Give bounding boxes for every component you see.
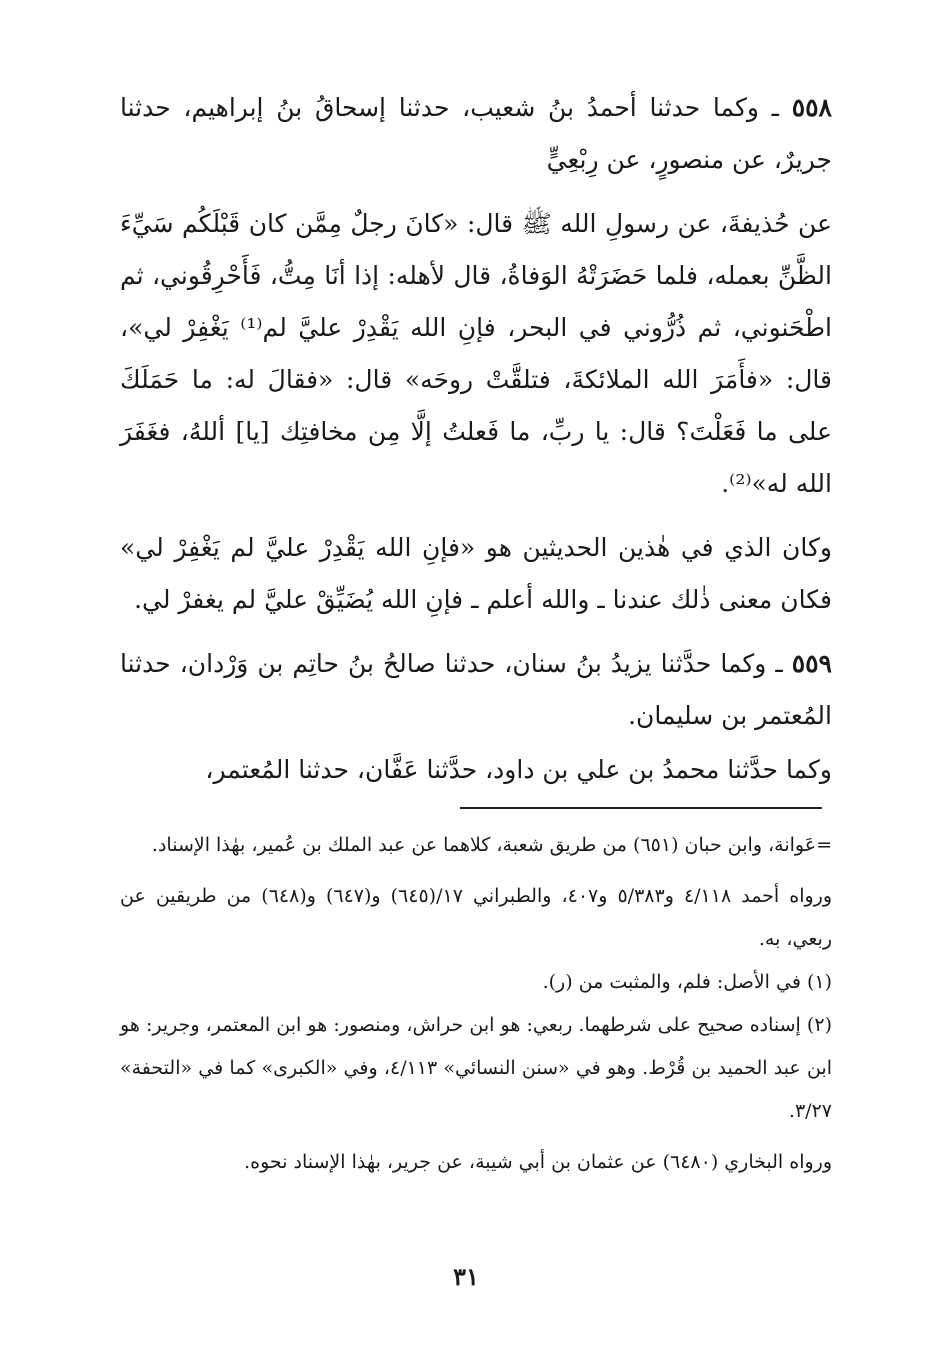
isnad-text: ـ وكما حدثنا أحمدُ بنُ شعيب، حدثنا إسحاقُ بنُ إبراهيم، حدثنا جريرٌ، عن منصورٍ، عن رِبْعِيٍّ	[120, 93, 832, 174]
commentary-paragraph: وكان الذي في هٰذين الحديثين هو «فإنِ الله يَقْدِرْ عليَّ لم يَغْفِرْ لي» فكان معنى ذٰلك عندنا ـ والله أعلم ـ فإنِ الله يُضَيِّقْ عليَّ لم يغفرْ لي.	[120, 533, 832, 614]
hadith-558-matn: عن حُذيفةَ، عن رسولِ الله ﷺ قال: «كانَ رجلٌ مِمَّن كان قَبْلَكُم سَيِّءَ الظَّنِّ بعمله، فلما حَضَرَتْهُ الوَفاةُ، قال لأهله: إذا أنَا مِتُّ، فَأَحْرِقُوني، ثم اطْحَنوني، ثم ذُرُّوني في البحر، فإنِ الله يَقْدِرْ عليَّ لم⁽¹⁾ يَغْفِرْ لي»، قال: «فأَمَرَ الله الملائكةَ، فتلقَّتْ روحَه» قال: «فقالَ له: ما حَمَلَكَ على ما فَعَلْتَ؟ قال: يا ربِّ، ما فَعلتُ إلَّا مِن مخافتِك [يا] أللهُ، فغَفَرَ الله له»⁽²⁾.	[120, 209, 833, 498]
footnote-divider	[460, 807, 822, 809]
footnote-2-continued: ورواه البخاري (٦٤٨٠) عن عثمان بن أبي شيبة، عن جرير، بهٰذا الإسناد نحوه.	[244, 1151, 832, 1173]
footnote-continuation: =عَوانة، وابن حبان (٦٥١) من طريق شعبة، كلاهما عن عبد الملك بن عُمير، بهٰذا الإسناد.	[151, 834, 832, 856]
footnote-1: (١) في الأصل: فلم، والمثبت من (ر).	[542, 971, 832, 993]
footnotes	[120, 824, 832, 1192]
isnad-text: ـ وكما حدَّثنا يزيدُ بنُ سنان، حدثنا صالحُ بنُ حاتِم بن وَرْدان، حدثنا المُعتمر بن سليمان.	[120, 649, 832, 730]
hadith-559-isnad	[120, 638, 832, 742]
footnote-reference: ورواه أحمد ٤/١١٨ و٥/٣٨٣ و٤٠٧، والطبراني ١٧/(٦٤٥) و(٦٤٧) و(٦٤٨) من طريقين عن ربعي، به.	[120, 885, 833, 950]
hadith-559-isnad-second: وكما حدَّثنا محمدُ بن علي بن داود، حدَّثنا عَفَّان، حدثنا المُعتمر،	[205, 755, 832, 784]
hadith-number: ٥٥٩	[791, 649, 832, 678]
footnote-2: (٢) إسناده صحيح على شرطهما. ربعي: هو ابن حراش، ومنصور: هو ابن المعتمر، وجرير: هو ابن عبد الحميد بن قُرْط. وهو في «سنن النسائي» ٤/١١٣، وفي «الكبرى» كما في «التحفة» ٣/٢٧.	[120, 1014, 832, 1122]
hadith-558-isnad	[120, 82, 832, 186]
main-text	[120, 82, 832, 808]
page-number: ٣١	[453, 1262, 479, 1291]
hadith-number: ٥٥٨	[791, 93, 832, 122]
